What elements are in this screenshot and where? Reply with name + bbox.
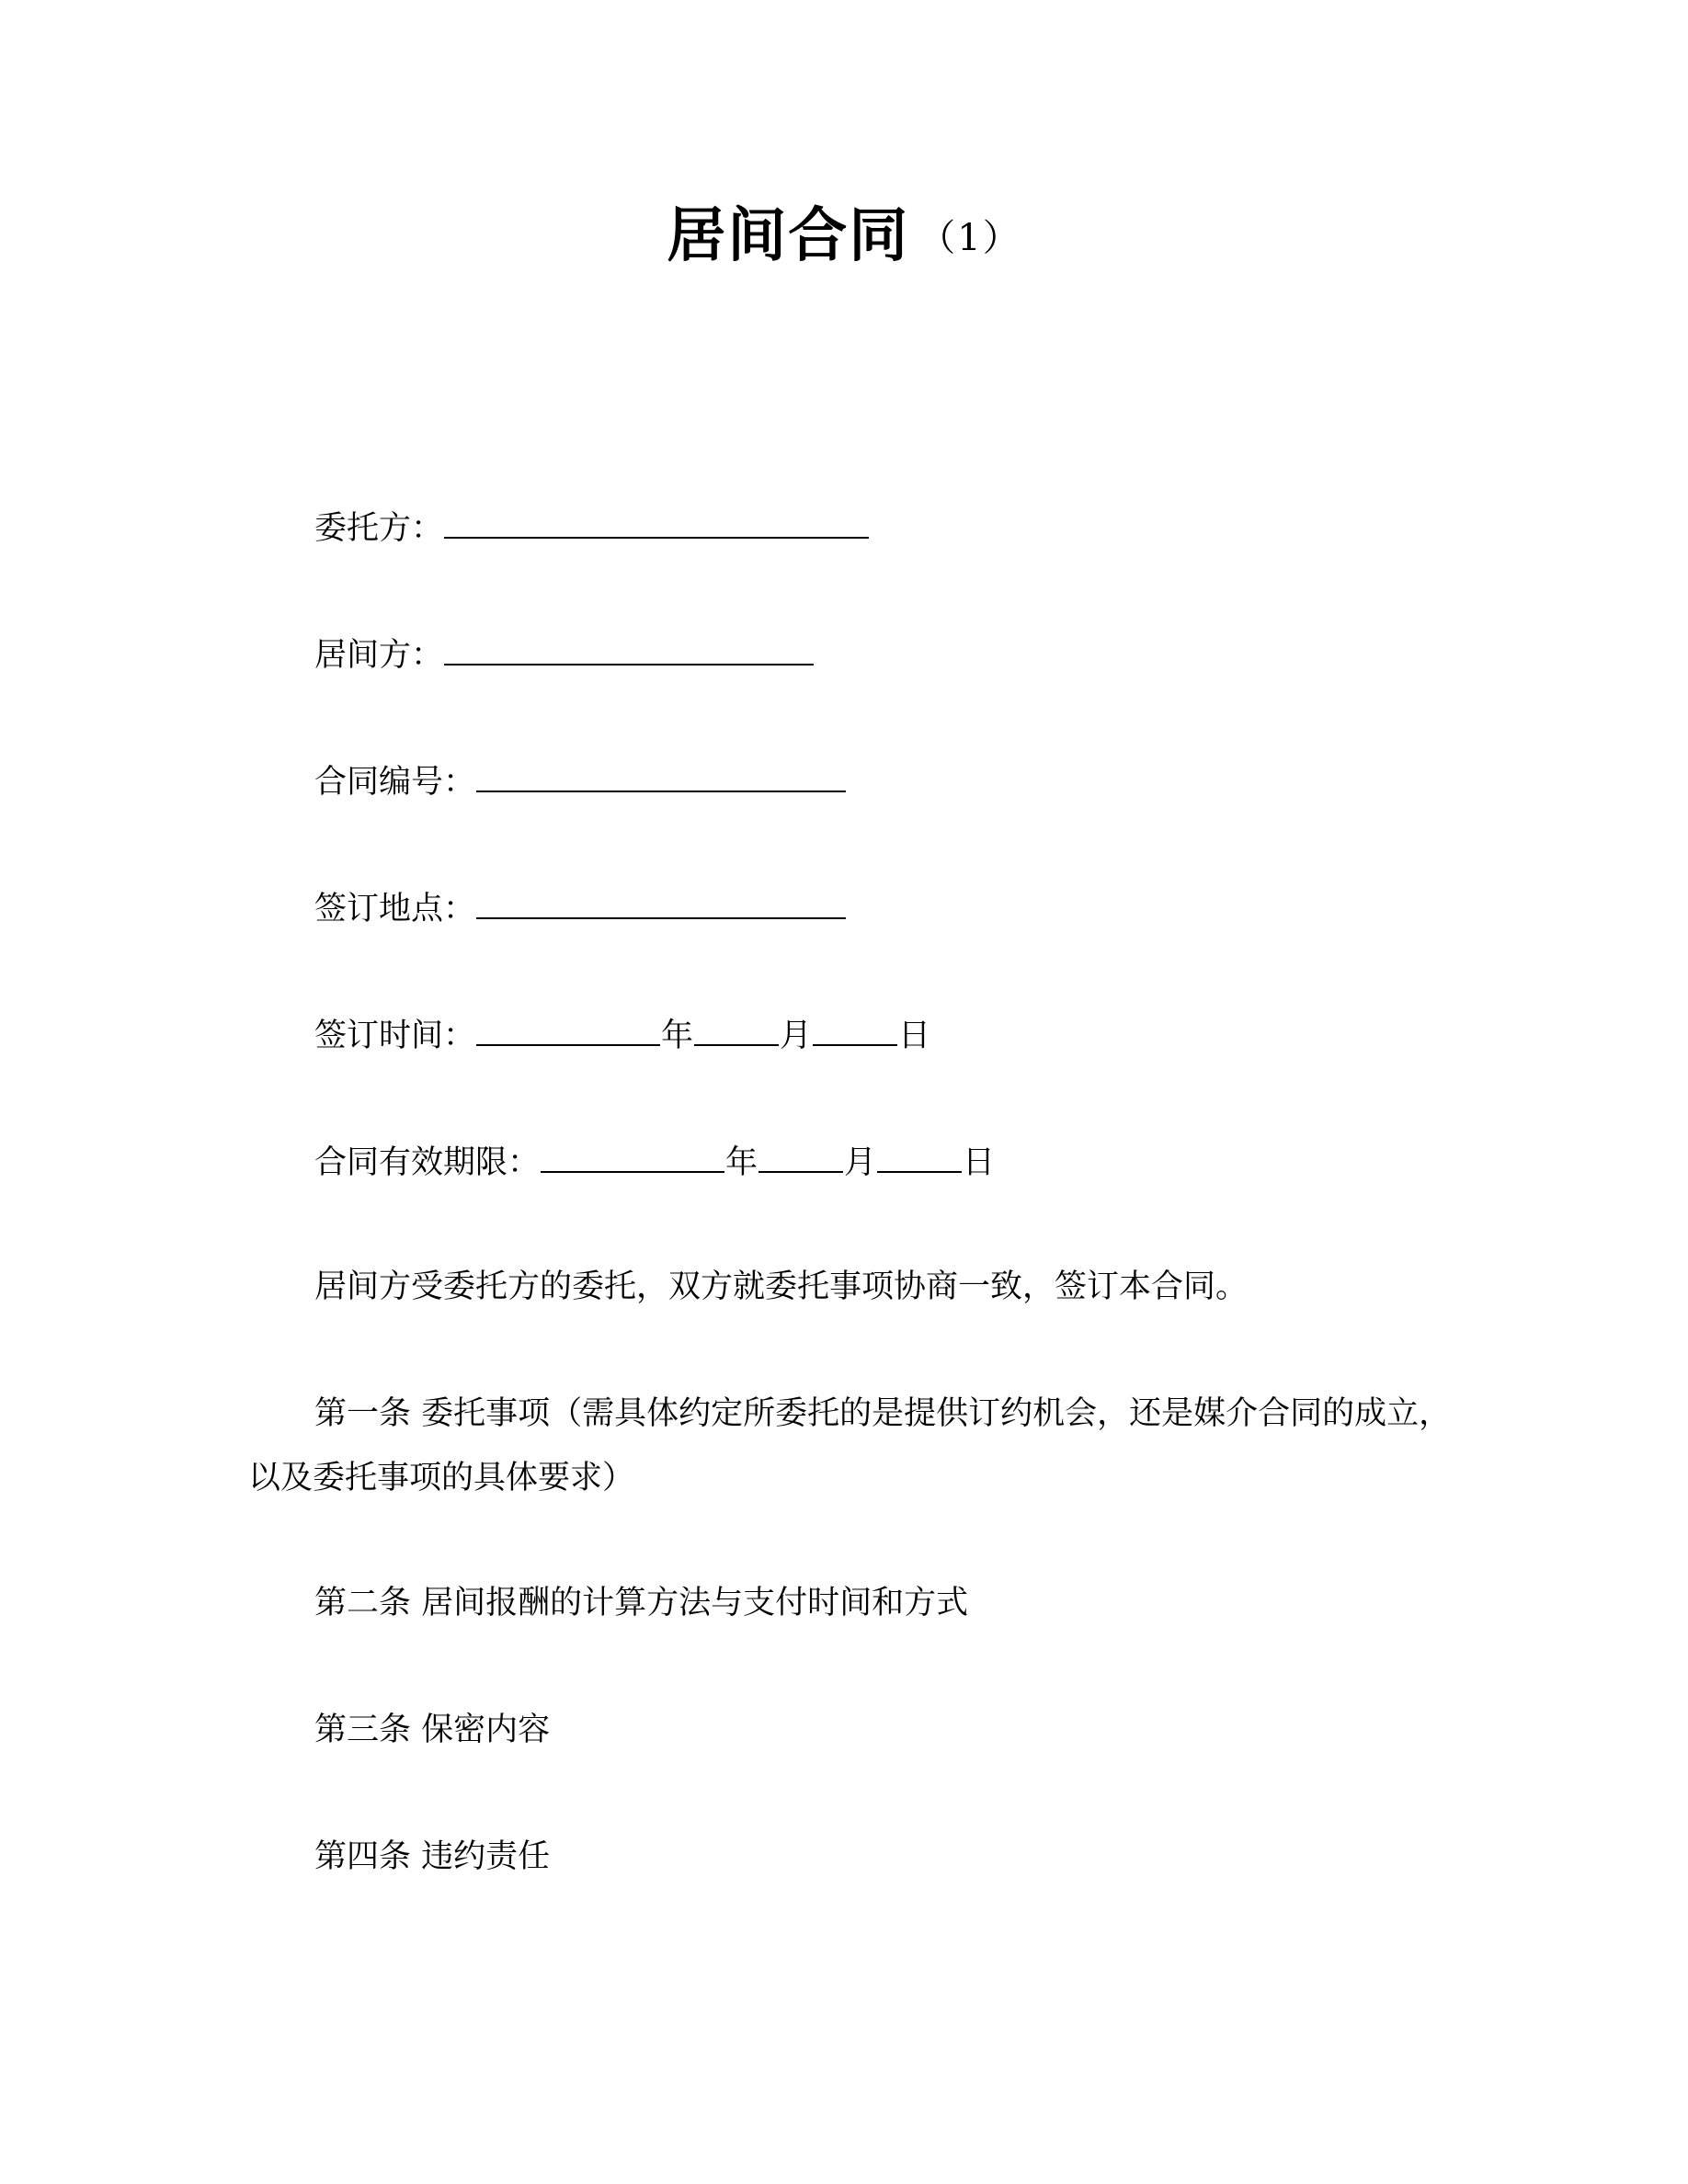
signing-place-label: 签订地点： <box>314 891 476 927</box>
signing-year-blank[interactable] <box>476 1011 660 1046</box>
title-suffix: （1） <box>918 217 1021 259</box>
intro-paragraph: 居间方受委托方的委托，双方就委托事项协商一致，签订本合同。 <box>314 1268 1249 1305</box>
signing-place-blank[interactable] <box>476 884 846 919</box>
month-label: 月 <box>780 1018 813 1054</box>
validity-month-blank[interactable] <box>758 1138 843 1173</box>
article-4: 第四条 违约责任 <box>314 1838 551 1875</box>
article-2: 第二条 居间报酬的计算方法与支付时间和方式 <box>314 1585 969 1621</box>
signing-day-blank[interactable] <box>813 1011 897 1046</box>
validity-year-blank[interactable] <box>541 1138 724 1173</box>
client-label: 委托方： <box>314 510 444 547</box>
day-label: 日 <box>898 1018 931 1054</box>
contract-no-blank[interactable] <box>476 757 846 792</box>
page-title <box>0 195 1688 279</box>
article-1: 第一条 委托事项（需具体约定所委托的是提供订约机会，还是媒介合同的成立，以及委托事项的具体要求） <box>248 1395 1452 1496</box>
validity-month-label: 月 <box>844 1144 877 1181</box>
validity-year-label: 年 <box>725 1144 758 1181</box>
signing-time-label: 签订时间： <box>314 1018 476 1054</box>
client-field <box>314 504 870 551</box>
signing-month-blank[interactable] <box>694 1011 779 1046</box>
contract-no-label: 合同编号： <box>314 764 476 801</box>
intermediary-label: 居间方： <box>314 637 444 674</box>
signing-time-field <box>314 1011 930 1058</box>
contract-no-field <box>314 757 847 804</box>
validity-field <box>314 1138 995 1185</box>
title-text: 居间合同 <box>667 202 910 270</box>
year-label: 年 <box>661 1018 694 1054</box>
article-3: 第三条 保密内容 <box>314 1712 551 1748</box>
validity-day-label: 日 <box>963 1144 996 1181</box>
validity-day-blank[interactable] <box>877 1138 962 1173</box>
signing-place-field <box>314 884 847 931</box>
intermediary-blank[interactable] <box>444 631 814 665</box>
validity-label: 合同有效期限： <box>314 1144 541 1181</box>
client-blank[interactable] <box>444 504 869 539</box>
intermediary-field <box>314 631 815 677</box>
